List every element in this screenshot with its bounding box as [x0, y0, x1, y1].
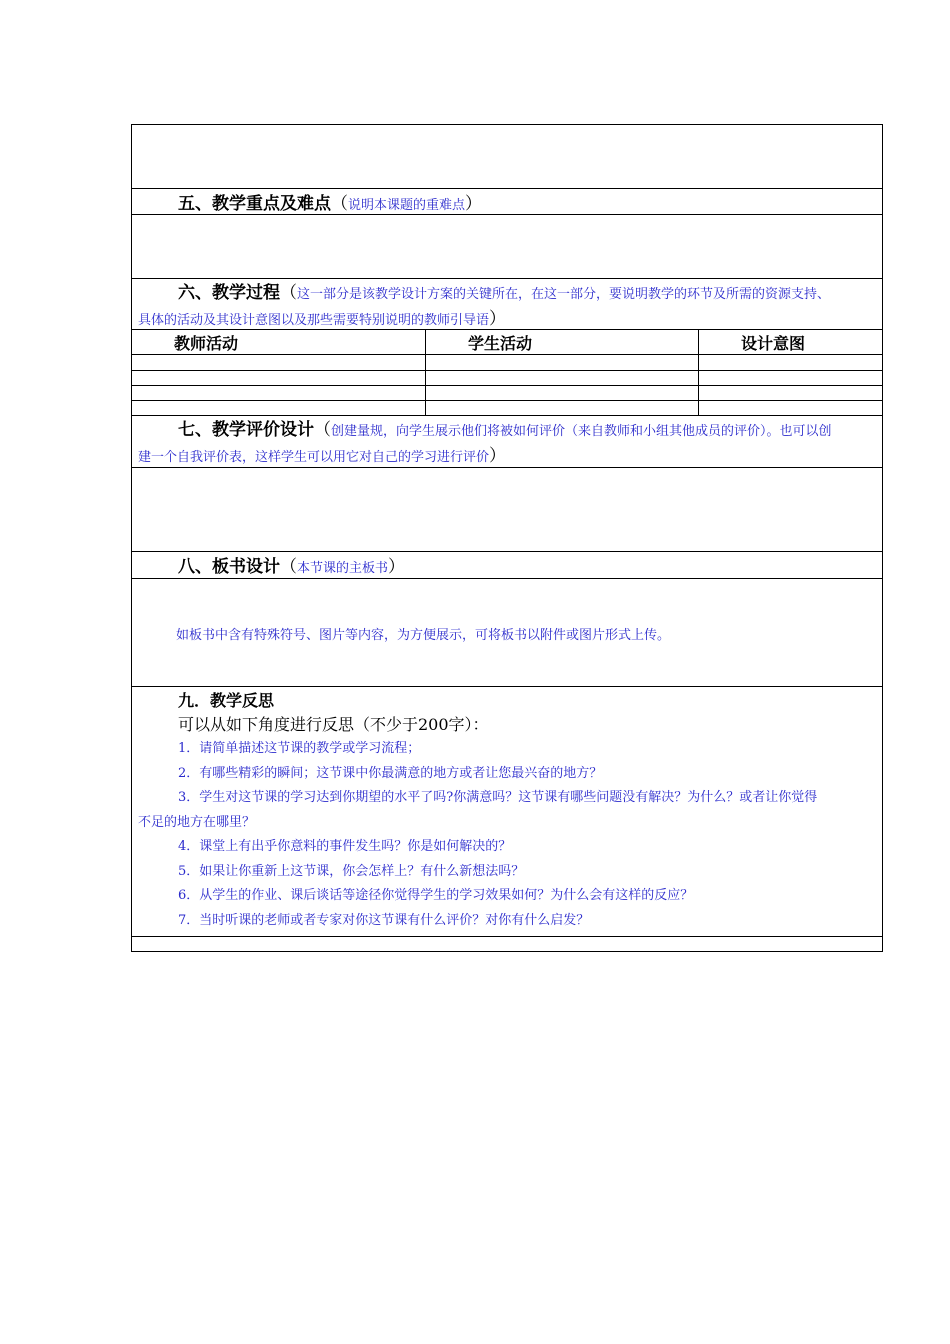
section-7-title: 七、教学评价设计 [178, 420, 314, 440]
reflection-item: 1．请简单描述这节课的教学或学习流程； [178, 741, 421, 756]
section-7-content[interactable] [132, 468, 882, 552]
section-8-title: 八、板书设计 [178, 557, 280, 577]
section-9-subtitle: 可以从如下角度进行反思（不少于200字）： [178, 715, 489, 734]
col-design-intent: 设计意图 [741, 333, 806, 353]
section-5-title: 五、教学重点及难点 [178, 194, 331, 214]
section-6-note-line1: 这一部分是该教学设计方案的关键所在，在这一部分，要说明教学的环节及所需的资源支持、 [297, 287, 831, 302]
section-8-note: 本节课的主板书 [297, 561, 389, 576]
section-5-header [132, 189, 882, 215]
table-row[interactable] [132, 371, 882, 386]
reflection-item-continued: 不足的地方在哪里？ [138, 814, 256, 830]
table-row[interactable] [132, 355, 882, 371]
section-5-content[interactable] [132, 215, 882, 279]
section-8-content[interactable] [132, 579, 882, 687]
section-7-header [132, 416, 882, 468]
process-table-header [132, 330, 882, 355]
reflection-item: 3．学生对这节课的学习达到你期望的水平了吗?你满意吗？这节课有哪些问题没有解决？为什么？或者让你觉得 [178, 790, 818, 805]
section-6-header [132, 279, 882, 330]
section-9-reflection [132, 687, 882, 937]
reflection-item: 2．有哪些精彩的瞬间；这节课中你最满意的地方或者让您最兴奋的地方？ [178, 765, 603, 781]
col-teacher-activity: 教师活动 [174, 333, 239, 353]
table-row[interactable] [132, 386, 882, 401]
paren-open: （ [314, 420, 331, 440]
reflection-item: 5．如果让你重新上这节课，你会怎样上？有什么新想法吗？ [178, 863, 525, 879]
paren-open: （ [280, 283, 297, 303]
paren-close: ） [489, 446, 507, 466]
section-9-title: 九．教学反思 [178, 691, 275, 710]
blank-row-bottom [132, 937, 882, 951]
section-7-note-line1: 创建量规，向学生展示他们将被如何评价（来自教师和小组其他成员的评价）。也可以创 [331, 424, 832, 439]
paren-close: ） [388, 557, 406, 577]
section-6-note-line2: 具体的活动及其设计意图以及那些需要特别说明的教师引导语 [138, 313, 490, 328]
section-7-note-line2: 建一个自我评价表，这样学生可以用它对自己的学习进行评价 [138, 450, 490, 465]
reflection-item: 4．课堂上有出乎你意料的事件发生吗？你是如何解决的？ [178, 839, 512, 854]
section-5-note: 说明本课题的重难点 [348, 198, 466, 213]
reflection-item: 6．从学生的作业、课后谈话等途径你觉得学生的学习效果如何？为什么会有这样的反应？ [178, 888, 694, 903]
lesson-plan-table [131, 124, 883, 952]
blank-row-top [132, 125, 882, 189]
board-upload-hint: 如板书中含有特殊符号、图片等内容，为方便展示，可将板书以附件或图片形式上传。 [176, 628, 671, 643]
reflection-item: 7．当时听课的老师或者专家对你这节课有什么评价？对你有什么启发？ [178, 912, 590, 928]
table-row[interactable] [132, 401, 882, 416]
paren-open: （ [331, 194, 348, 214]
paren-open: （ [280, 557, 297, 577]
col-student-activity: 学生活动 [468, 333, 533, 353]
section-8-header [132, 552, 882, 579]
section-6-title: 六、教学过程 [178, 283, 280, 303]
paren-close: ） [489, 309, 507, 329]
paren-close: ） [465, 194, 483, 214]
